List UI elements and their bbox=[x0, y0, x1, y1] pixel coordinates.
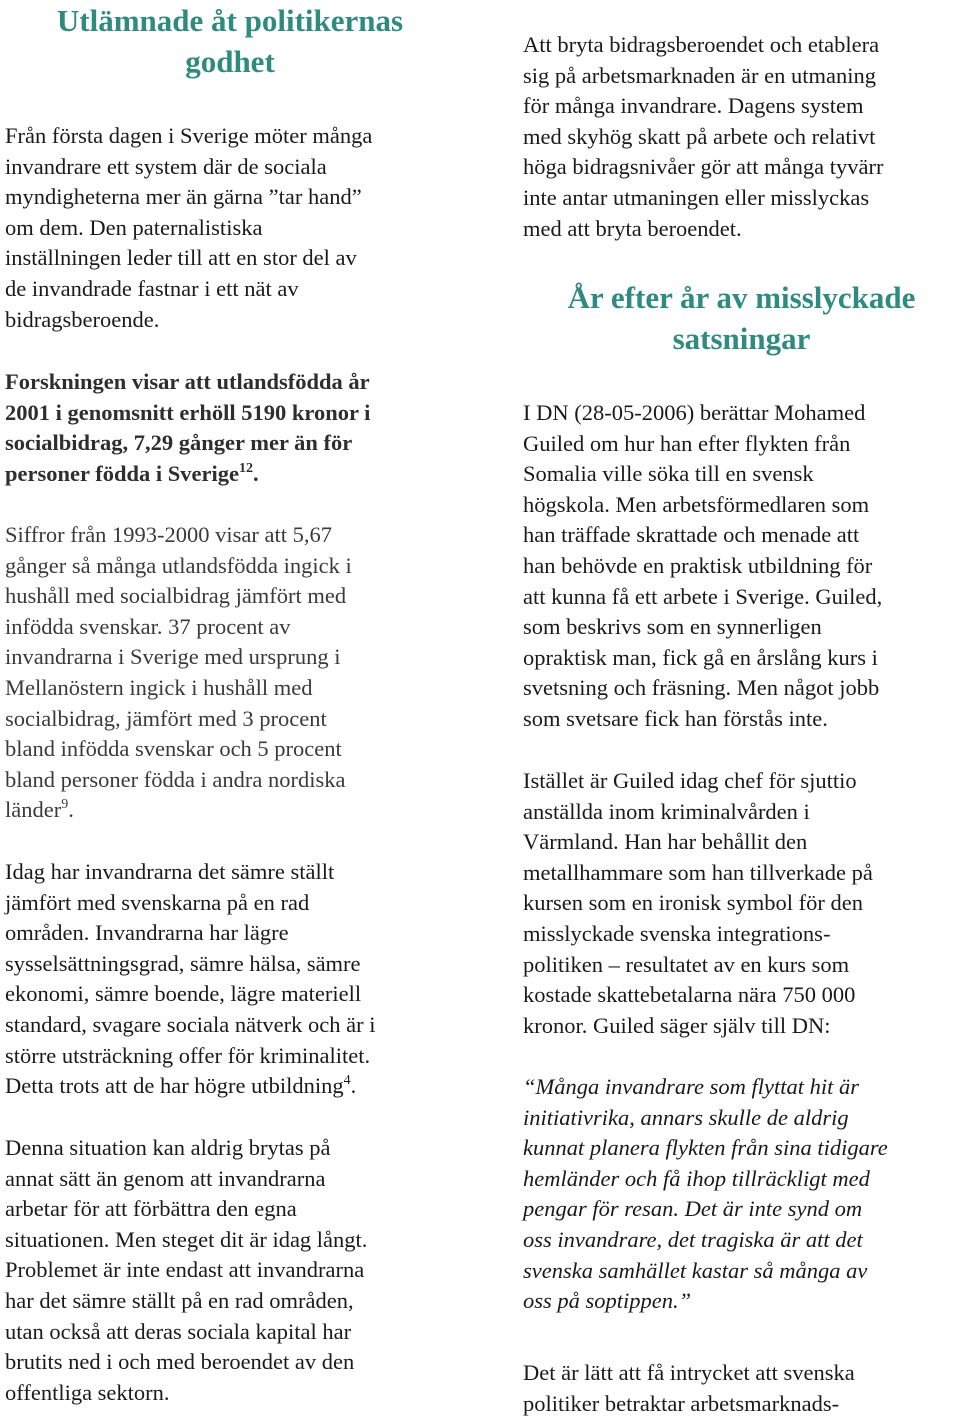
dependency-paragraph: Att bryta bidragsberoendet och etablera sig på arbetsmarknaden är en utmaning för många invandrare. Dagens system med skyhög skatt på arbete och relativt höga bidragsnivåer gör att många tyvärr inte antar utmaningen eller misslyckas med att bryta beroendet. bbox=[523, 32, 884, 241]
footnote-ref: 12 bbox=[238, 460, 253, 476]
closing-paragraph: Det är lätt att få intrycket att svenska politiker betraktar arbetsmarknads- bbox=[523, 1360, 855, 1416]
statistics-paragraph: Siffror från 1993-2000 visar att 5,67 gånger så många utlandsfödda ingick i hushåll med socialbidrag jämfört med infödda svenskar. 37 procent av invandrarna i Sverige med ursprung i Mellanöstern ingick i hushåll med socialbidrag, jämfört med 3 procent bland infödda svenskar och 5 procent bland personer födda i andra nordiska länder$^9$. bbox=[5, 522, 352, 823]
footnote-ref: 4 bbox=[343, 1073, 351, 1089]
situation-paragraph: Denna situation kan aldrig brytas på annat sätt än genom att invandrarna arbetar för att förbättra den egna situationen. Men steget dit är idag långt. Problemet är inte endast att invandrarna har det sämre ställt på en rad områden, utan också att deras sociala kapital har brutits ned i och med beroendet av den offentliga sektorn. bbox=[5, 1135, 368, 1405]
article-heading: Utlämnade åt politikernas godhet bbox=[56, 3, 404, 79]
conditions-paragraph: Idag har invandrarna det sämre ställt jämfört med svenskarna på en rad områden. Invandrarna har lägre sysselsättningsgrad, sämre hälsa, sämre ekonomi, sämre boende, lägre materiell standard, svagare sociala nätverk och är i större utsträckning offer för kriminalitet. Detta trots att de har högre utbildning$^4$. bbox=[5, 859, 376, 1099]
guiled-today-paragraph: Istället är Guiled idag chef för sjuttio anställda inom kriminalvården i Värmland. Han har behållit den metallhammare som han tillverkade på kursen som en ironisk symbol för den misslyckade svenska integrations- politiken – resultatet av en kurs som kostade skattebetalarna nära 750 000 kronor. Guiled säger själv till DN: bbox=[523, 768, 873, 1038]
footnote-ref: 9 bbox=[61, 797, 69, 813]
research-highlight-paragraph: Forskningen visar att utlandsfödda år 2001 i genomsnitt erhöll 5190 kronor i socialbidrag, 7,29 gånger mer än för personer födda i Sverige$^{12}$. bbox=[5, 369, 371, 486]
section-heading: År efter år av misslyckade satsningar bbox=[567, 280, 916, 356]
intro-paragraph: Från första dagen i Sverige möter många invandrare ett system där de sociala myndigheterna mer än gärna ”tar hand” om dem. Den paternalistiska inställningen leder till att en stor del av de invandrade fastnar i ett nät av bidragsberoende. bbox=[5, 123, 373, 332]
guiled-quote: “Många invandrare som flyttat hit är initiativrika, annars skulle de aldrig kunnat planera flykten från sina tidigare hemländer och få ihop tillräckligt med pengar för resan. Det är inte synd om oss invandrare, det tragiska är att det svenska samhället kastar så många av oss på soptippen.” bbox=[523, 1074, 888, 1314]
guiled-story-paragraph: I DN (28-05-2006) berättar Mohamed Guiled om hur han efter flykten från Somalia ville söka till en svensk högskola. Men arbetsförmedlaren som han träffade skrattade och menade att han behövde en praktisk utbildning för att kunna få ett arbete i Sverige. Guiled, som beskrivs som en synnerligen opraktisk man, fick gå en årslång kurs i svetsning och fräsning. Men något jobb som svetsare fick han förstås inte. bbox=[523, 400, 883, 731]
